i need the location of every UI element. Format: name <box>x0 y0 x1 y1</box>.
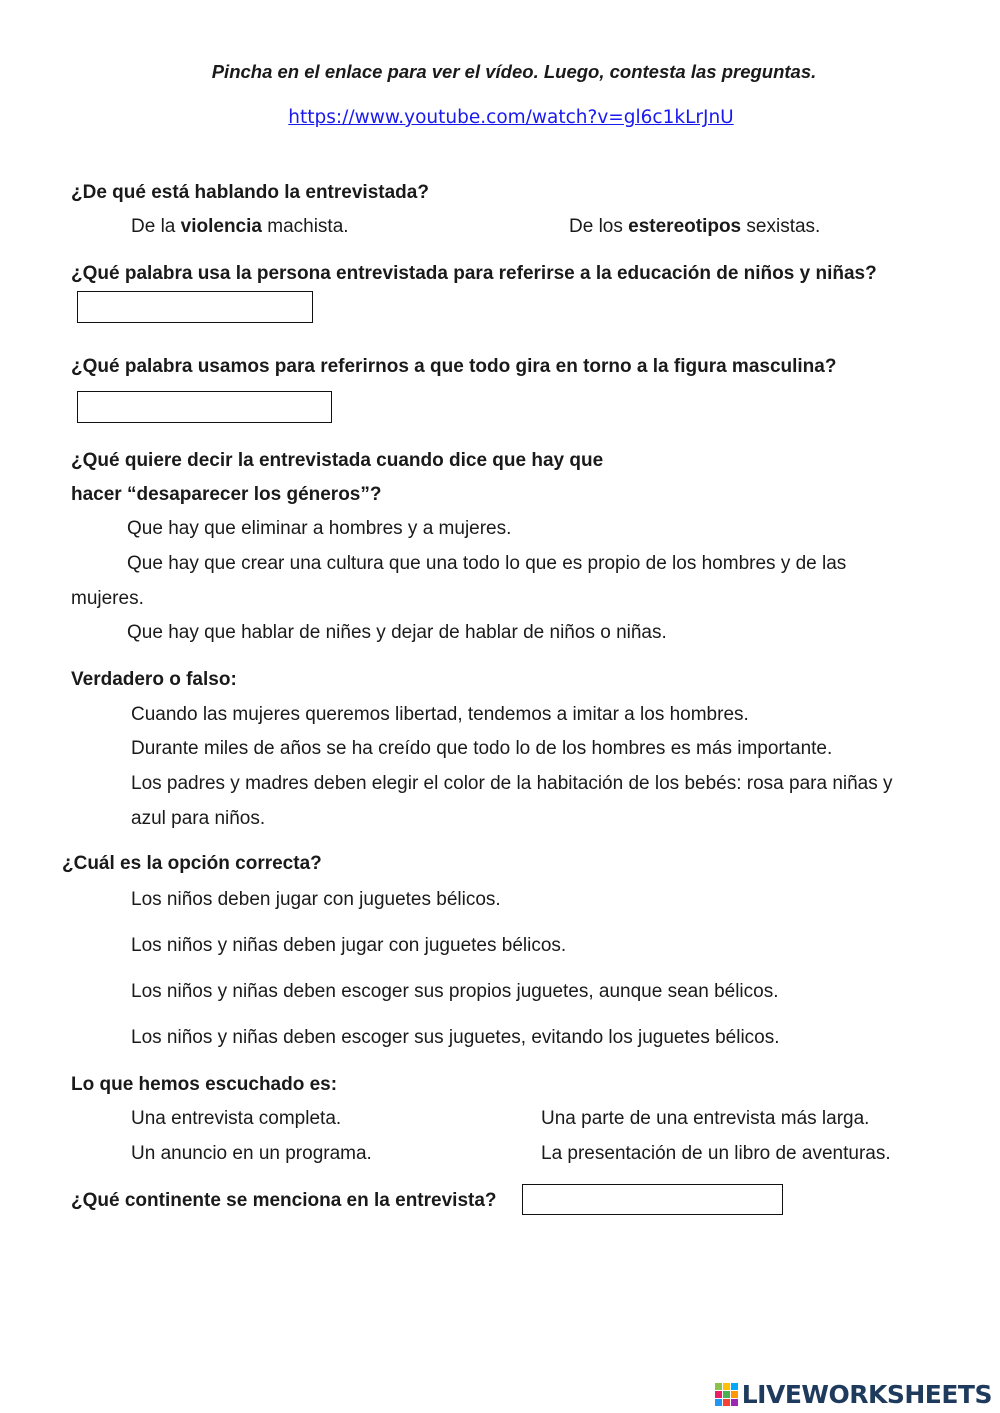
question-2: ¿Qué palabra usa la persona entrevistada para referirse a la educación de niños y niñas? <box>71 263 877 284</box>
question-6: ¿Cuál es la opción correcta? <box>62 853 322 874</box>
q6-option-3[interactable]: Los niños y niñas deben escoger sus propios juguetes, aunque sean bélicos. <box>131 981 779 1002</box>
q7-option-2[interactable]: Una parte de una entrevista más larga. <box>541 1108 870 1129</box>
liveworksheets-logo <box>715 1378 992 1410</box>
q8-answer-input[interactable] <box>522 1184 783 1215</box>
question-4-line-1: ¿Qué quiere decir la entrevistada cuando dice que hay que <box>71 450 604 471</box>
q5-statement-2[interactable]: Durante miles de años se ha creído que todo lo de los hombres es más importante. <box>131 738 833 759</box>
q6-option-1[interactable]: Los niños deben jugar con juguetes bélicos. <box>131 889 501 910</box>
question-7: Lo que hemos escuchado es: <box>71 1074 338 1095</box>
question-1: ¿De qué está hablando la entrevistada? <box>71 182 429 203</box>
instructions-text: Pincha en el enlace para ver el vídeo. Luego, contesta las preguntas. <box>211 61 817 82</box>
q4-option-2-continued[interactable]: mujeres. <box>71 588 144 609</box>
question-5: Verdadero o falso: <box>71 669 237 690</box>
q7-option-4[interactable]: La presentación de un libro de aventuras. <box>541 1143 891 1164</box>
q4-option-1[interactable]: Que hay que eliminar a hombres y a mujeres. <box>127 518 512 539</box>
liveworksheets-logo-icon <box>715 1383 738 1406</box>
q6-option-4[interactable]: Los niños y niñas deben escoger sus juguetes, evitando los juguetes bélicos. <box>131 1027 780 1048</box>
q5-statement-1[interactable]: Cuando las mujeres queremos libertad, tendemos a imitar a los hombres. <box>131 704 749 725</box>
q3-answer-input[interactable] <box>77 391 332 423</box>
q4-option-3[interactable]: Que hay que hablar de niñes y dejar de hablar de niños o niñas. <box>127 622 667 643</box>
question-8: ¿Qué continente se menciona en la entrevista? <box>71 1190 497 1211</box>
q5-statement-3[interactable]: Los padres y madres deben elegir el color de la habitación de los bebés: rosa para niñas y <box>131 773 893 794</box>
liveworksheets-logo-text: LIVEWORKSHEETS <box>741 1379 992 1409</box>
q4-option-2[interactable]: Que hay que crear una cultura que una todo lo que es propio de los hombres y de las <box>127 553 847 574</box>
q7-option-3[interactable]: Un anuncio en un programa. <box>131 1143 372 1164</box>
q1-option-2[interactable]: De los estereotipos sexistas. <box>569 216 821 237</box>
q5-statement-3-continued[interactable]: azul para niños. <box>131 808 266 829</box>
q2-answer-input[interactable] <box>77 291 313 323</box>
q1-option-1[interactable]: De la violencia machista. <box>131 216 349 237</box>
question-3: ¿Qué palabra usamos para referirnos a que todo gira en torno a la figura masculina? <box>71 356 837 377</box>
question-4-line-2: hacer “desaparecer los géneros”? <box>71 484 382 505</box>
video-link[interactable]: https://www.youtube.com/watch?v=gl6c1kLrJnU <box>288 107 734 128</box>
q6-option-2[interactable]: Los niños y niñas deben jugar con juguetes bélicos. <box>131 935 567 956</box>
q7-option-1[interactable]: Una entrevista completa. <box>131 1108 342 1129</box>
